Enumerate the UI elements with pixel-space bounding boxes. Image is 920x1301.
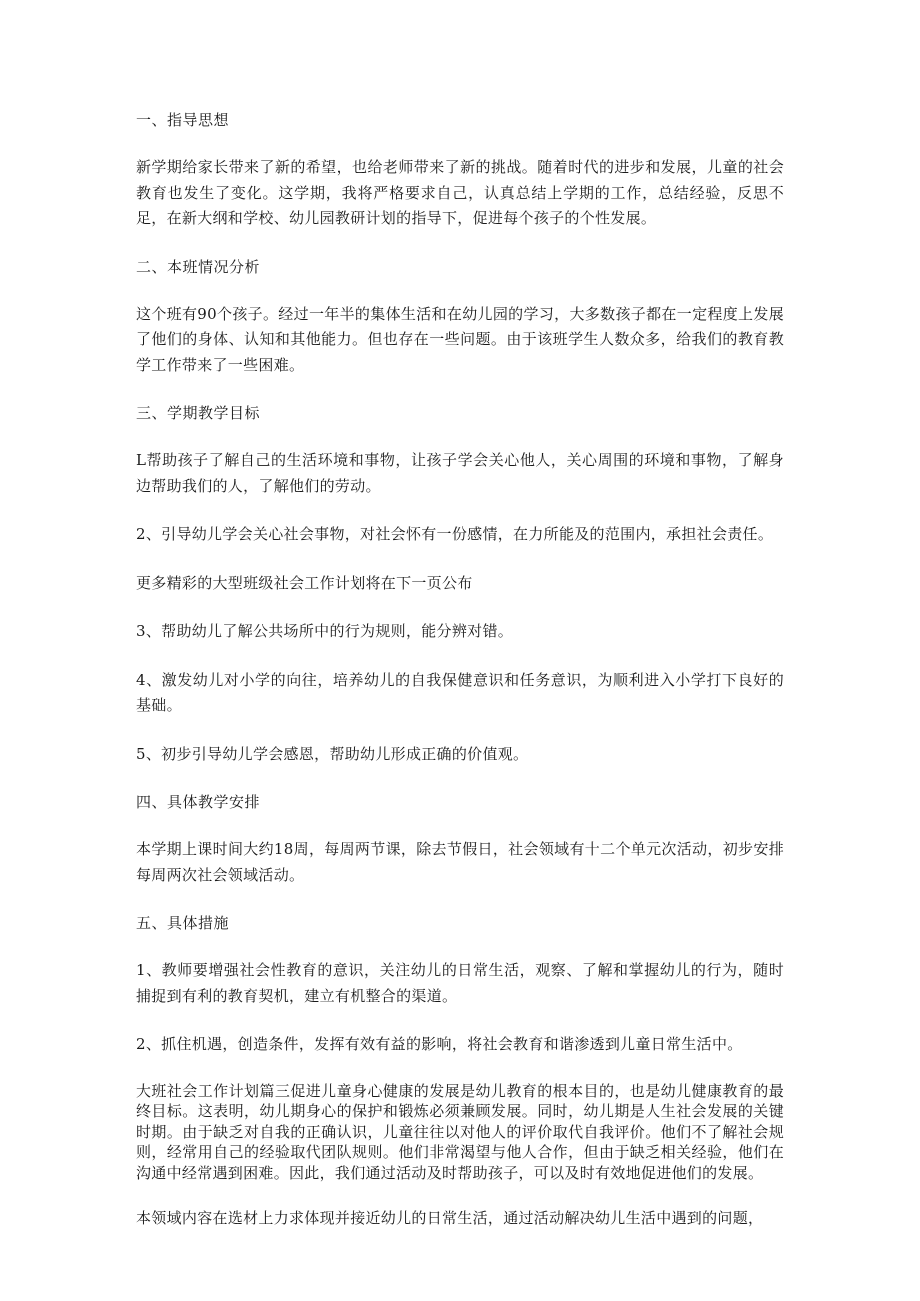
paragraph-goal-4: 4、激发幼儿对小学的向往，培养幼儿的自我保健意识和任务意识，为顺利进入小学打下良好的基础。 [136,670,784,714]
section-heading-guiding-ideology: 一、指导思想 [136,111,230,129]
paragraph-teaching-arrangement: 本学期上课时间大约18周，每周两节课，除去节假日，社会领域有十二个单元次活动，初步安排每周两次社会领域活动。 [136,840,784,884]
paragraph-guiding-ideology: 新学期给家长带来了新的希望，也给老师带来了新的挑战。随着时代的进步和发展，儿童的社会教育也发生了变化。这学期，我将严格要求自己，认真总结上学期的工作，总结经验，反思不足，在新大纲和学校、幼儿园教研计划的指导下，促进每个孩子的个性发展。 [136,158,784,227]
paragraph-next-page-note: 更多精彩的大型班级社会工作计划将在下一页公布 [136,573,473,592]
section-heading-class-analysis: 二、本班情况分析 [136,257,261,276]
document-body [136,108,784,1255]
paragraph-plan-three: 大班社会工作计划篇三促进儿童身心健康的发展是幼儿教育的根本目的，也是幼儿健康教育的最终目标。这表明，幼儿期身心的保护和锻炼必须兼顾发展。同时，幼儿期是人生社会发展的关键时期。由于缺乏对自我的正确认识，儿童往往以对他人的评价取代自我评价。他们不了解社会规则，经常用自己的经验取代团队规则。他们非常渴望与他人合作，但由于缺乏相关经验，他们在沟通中经常遇到困难。因此，我们通过活动及时帮助孩子，可以及时有效地促进他们的发展。 [136,1081,784,1182]
paragraph-goal-3: 3、帮助幼儿了解公共场所中的行为规则，能分辨对错。 [136,622,514,640]
paragraph-measure-2: 2、抓住机遇，创造条件，发挥有效有益的影响，将社会教育和谐渗透到儿童日常生活中。 [136,1035,743,1053]
paragraph-goal-2: 2、引导幼儿学会关心社会事物，对社会怀有一份感情，在力所能及的范围内，承担社会责任。 [136,525,774,543]
section-heading-teaching-arrangement: 四、具体教学安排 [136,793,261,811]
paragraph-goal-5: 5、初步引导幼儿学会感恩，帮助幼儿形成正确的价值观。 [136,744,529,763]
section-heading-measures: 五、具体措施 [136,914,230,932]
paragraph-goal-1: L帮助孩子了解自己的生活环境和事物，让孩子学会关心他人，关心周围的环境和事物，了解身边帮助我们的人，了解他们的劳动。 [136,451,784,495]
paragraph-measure-1: 1、教师要增强社会性教育的意识，关注幼儿的日常生活，观察、了解和掌握幼儿的行为，随时捕捉到有利的教育契机，建立有机整合的渠道。 [136,961,784,1005]
section-heading-semester-goals: 三、学期教学目标 [136,404,261,422]
paragraph-class-analysis: 这个班有90个孩子。经过一年半的集体生活和在幼儿园的学习，大多数孩子都在一定程度上发展了他们的身体、认知和其他能力。但也存在一些问题。由于该班学生人数众多，给我们的教育教学工作带来了一些困难。 [136,304,784,374]
paragraph-domain-content: 本领域内容在选材上力求体现并接近幼儿的日常生活，通过活动解决幼儿生活中遇到的问题， [136,1209,764,1227]
